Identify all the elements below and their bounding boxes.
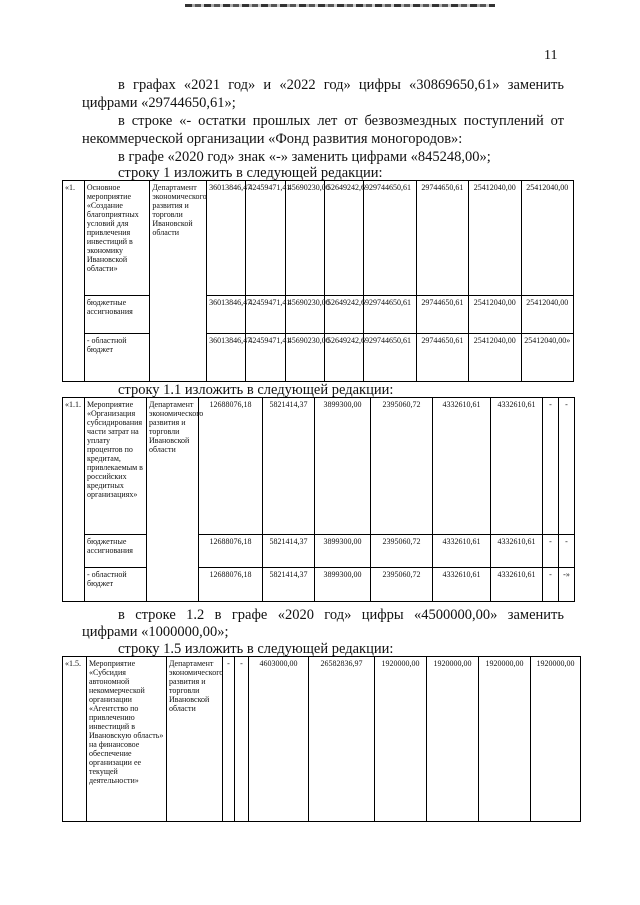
value-cell: 25412040,00 — [469, 181, 521, 296]
table-row — [63, 535, 575, 568]
value-cell: 5821414,37 — [263, 568, 315, 602]
value-cell: 25412040,00» — [521, 334, 574, 382]
value-cell: 4332610,61 — [433, 568, 491, 602]
value-cell: 29744650,61 — [364, 181, 416, 296]
value-cell: - — [559, 535, 575, 568]
value-cell: 52649242,69 — [324, 334, 363, 382]
row-number: «1.5. — [63, 657, 87, 822]
value-cell: 1920000,00 — [375, 657, 427, 822]
value-cell: 25412040,00 — [521, 181, 574, 296]
paragraph-1-line-1: в графах «2021 год» и «2022 год» цифры «30869650,61» заменить — [118, 77, 564, 93]
row-name: Основное мероприятие «Создание благоприятных условий для привлечения инвестиций в экономику Ивановской области» — [84, 181, 150, 296]
row-name: - областной бюджет — [85, 568, 147, 602]
row-number: «1. — [63, 181, 85, 382]
paragraph-6-line-2: цифрами «1000000,00»; — [82, 624, 229, 640]
value-cell: 12688076,18 — [199, 535, 263, 568]
responsible-executor: Департамент экономического развития и торговли Ивановской области — [167, 657, 223, 822]
value-cell: 4332610,61 — [491, 568, 543, 602]
value-cell: 29744650,61 — [364, 334, 416, 382]
value-cell: 52649242,69 — [324, 296, 363, 334]
value-cell: - — [559, 398, 575, 535]
value-cell: 25412040,00 — [521, 296, 574, 334]
value-cell: 4332610,61 — [491, 535, 543, 568]
value-cell: 1920000,00 — [427, 657, 479, 822]
value-cell: 4603000,00 — [249, 657, 309, 822]
paragraph-2-line-1: в строке «- остатки прошлых лет от безвозмездных поступлений от — [118, 113, 564, 129]
value-cell: 42459471,41 — [246, 296, 285, 334]
value-cell: 29744650,61 — [416, 334, 468, 382]
value-cell: 52649242,69 — [324, 181, 363, 296]
responsible-executor: Департамент экономического развития и торговли Ивановской области — [147, 398, 199, 602]
table-row — [63, 657, 581, 822]
paragraph-1-line-2: цифрами «29744650,61»; — [82, 95, 236, 111]
value-cell: 45690230,00 — [285, 296, 324, 334]
value-cell: - — [543, 568, 559, 602]
value-cell: 1920000,00 — [531, 657, 581, 822]
value-cell: -» — [559, 568, 575, 602]
row-name: Мероприятие «Организация субсидирования части затрат на уплату процентов по кредитам, привлекаемым в российских кредитных организациях» — [85, 398, 147, 535]
value-cell: 36013846,47 — [207, 334, 246, 382]
value-cell: 4332610,61 — [491, 398, 543, 535]
value-cell: 45690230,00 — [285, 334, 324, 382]
value-cell: - — [543, 398, 559, 535]
value-cell: 29744650,61 — [364, 296, 416, 334]
value-cell: 4332610,61 — [433, 535, 491, 568]
value-cell: 45690230,00 — [285, 181, 324, 296]
row-name: бюджетные ассигнования — [84, 296, 150, 334]
value-cell: - — [235, 657, 249, 822]
value-cell: 29744650,61 — [416, 181, 468, 296]
responsible-executor: Департамент экономического развития и торговли Ивановской области — [150, 181, 207, 382]
table-row-1-1 — [62, 397, 575, 602]
value-cell: 2395060,72 — [371, 398, 433, 535]
value-cell: - — [223, 657, 235, 822]
value-cell: 12688076,18 — [199, 398, 263, 535]
value-cell: 1920000,00 — [479, 657, 531, 822]
row-name: - областной бюджет — [84, 334, 150, 382]
value-cell: 26582836,97 — [309, 657, 375, 822]
value-cell: 2395060,72 — [371, 535, 433, 568]
value-cell: 3899300,00 — [315, 568, 371, 602]
value-cell: 25412040,00 — [469, 334, 521, 382]
row-number: «1.1. — [63, 398, 85, 602]
table-row — [63, 334, 574, 382]
value-cell: - — [543, 535, 559, 568]
table-row — [63, 181, 574, 296]
table-row — [63, 398, 575, 535]
paragraph-2-line-2: некоммерческой организации «Фонд развития моногородов»: — [82, 131, 463, 147]
table-row-1 — [62, 180, 574, 382]
paragraph-4: строку 1 изложить в следующей редакции: — [118, 165, 383, 181]
paragraph-7: строку 1.5 изложить в следующей редакции: — [118, 641, 394, 657]
value-cell: 12688076,18 — [199, 568, 263, 602]
scan-top-edge — [185, 4, 495, 7]
row-name: бюджетные ассигнования — [85, 535, 147, 568]
value-cell: 29744650,61 — [416, 296, 468, 334]
value-cell: 36013846,47 — [207, 181, 246, 296]
value-cell: 4332610,61 — [433, 398, 491, 535]
value-cell: 3899300,00 — [315, 398, 371, 535]
value-cell: 36013846,47 — [207, 296, 246, 334]
table-row — [63, 296, 574, 334]
value-cell: 5821414,37 — [263, 398, 315, 535]
row-name: Мероприятие «Субсидия автономной некоммерческой организации «Агентство по привлечению инвестиций в Ивановскую область» на финансовое обеспечение организации ее текущей деятельности» — [87, 657, 167, 822]
page-number: 11 — [544, 48, 558, 63]
value-cell: 5821414,37 — [263, 535, 315, 568]
value-cell: 3899300,00 — [315, 535, 371, 568]
value-cell: 42459471,41 — [246, 334, 285, 382]
paragraph-3: в графе «2020 год» знак «-» заменить цифрами «845248,00»; — [118, 149, 491, 165]
value-cell: 2395060,72 — [371, 568, 433, 602]
paragraph-5: строку 1.1 изложить в следующей редакции: — [118, 382, 394, 398]
table-row — [63, 568, 575, 602]
table-row-1-5 — [62, 656, 581, 822]
value-cell: 25412040,00 — [469, 296, 521, 334]
value-cell: 42459471,41 — [246, 181, 285, 296]
paragraph-6-line-1: в строке 1.2 в графе «2020 год» цифры «4500000,00» заменить — [118, 607, 564, 623]
